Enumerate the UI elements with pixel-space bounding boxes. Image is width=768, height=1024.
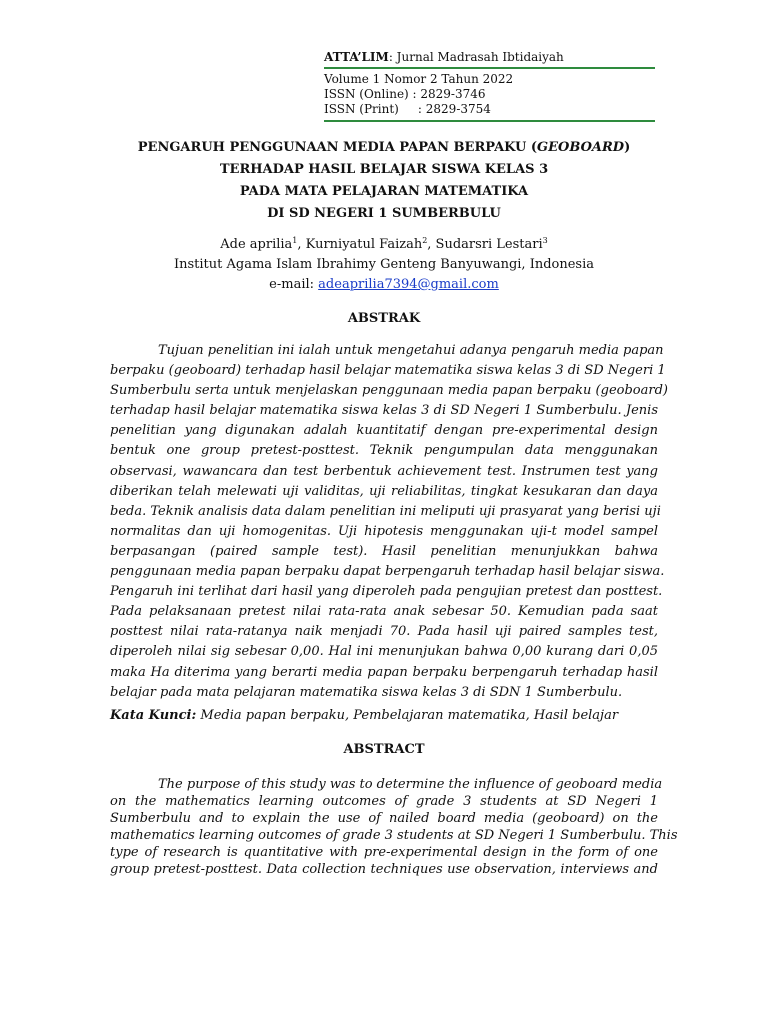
abstrak-line: bentuk one group pretest-posttest. Teknik pengumpulan data menggunakan bbox=[110, 443, 658, 459]
journal-title bbox=[324, 50, 655, 69]
journal-volume: Volume 1 Nomor 2 Tahun 2022 bbox=[324, 72, 514, 86]
abstrak-line: Tujuan penelitian ini ialah untuk mengetahui adanya pengaruh media papan bbox=[158, 343, 664, 358]
journal-name: ATTA’LIM bbox=[324, 50, 389, 64]
abstract-line: The purpose of this study was to determine the influence of geoboard media bbox=[158, 777, 663, 792]
author-block bbox=[0, 235, 768, 295]
title-line-1 bbox=[0, 137, 768, 159]
issn-print: ISSN (Print) : 2829-3754 bbox=[324, 102, 491, 116]
abstract-line: mathematics learning outcomes of grade 3 students at SD Negeri 1 Sumberbulu. This bbox=[110, 828, 678, 844]
title-line-2: TERHADAP HASIL BELAJAR SISWA KELAS 3 bbox=[219, 162, 549, 177]
email-line bbox=[0, 275, 768, 295]
journal-meta bbox=[324, 69, 655, 122]
abstract-heading: ABSTRACT bbox=[343, 742, 425, 757]
abstract-line: Sumberbulu and to explain the use of nailed board media (geoboard) on the bbox=[110, 811, 658, 827]
journal-header bbox=[324, 50, 655, 122]
keywords-label: Kata Kunci: bbox=[110, 708, 197, 723]
author-2: , Kurniyatul Faizah bbox=[297, 237, 423, 252]
title-line-1-post: ) bbox=[624, 140, 631, 155]
abstrak-line: belajar pada mata pelajaran matematika siswa kelas 3 di SDN 1 Sumberbulu. bbox=[110, 684, 623, 700]
title-line-1-italic: GEOBOARD bbox=[537, 140, 625, 155]
author-names bbox=[0, 235, 768, 255]
abstrak-line: observasi, wawancara dan test berbentuk achievement test. Instrumen test yang bbox=[110, 463, 658, 479]
abstrak-line: penggunaan media papan berpaku dapat berpengaruh terhadap hasil belajar siswa. bbox=[110, 564, 665, 580]
abstract-line: type of research is quantitative with pre-experimental design in the form of one bbox=[110, 845, 658, 861]
abstrak-line: Pada pelaksanaan pretest nilai rata-rata anak sebesar 50. Kemudian pada saat bbox=[110, 604, 658, 620]
abstrak-line: penelitian yang digunakan adalah kuantitatif dengan pre-experimental design bbox=[110, 423, 658, 439]
title-line-3: PADA MATA PELAJARAN MATEMATIKA bbox=[239, 184, 529, 199]
abstrak-line: maka Ha diterima yang berarti media papan berpaku berpengaruh terhadap hasil bbox=[110, 664, 658, 680]
abstrak-line: diberikan telah melewati uji validitas, uji reliabilitas, tingkat kesukaran dan daya bbox=[110, 483, 658, 499]
abstract-line: group pretest-posttest. Data collection techniques use observation, interviews and bbox=[110, 862, 658, 878]
abstrak-line: terhadap hasil belajar matematika siswa kelas 3 di SD Negeri 1 Sumberbulu. Jenis bbox=[110, 403, 658, 419]
abstrak-body bbox=[110, 341, 668, 703]
keywords bbox=[110, 708, 658, 723]
title-line-4: DI SD NEGERI 1 SUMBERBULU bbox=[267, 206, 501, 221]
abstrak-line: diperoleh nilai sig sebesar 0,00. Hal ini menunjukan bahwa 0,00 kurang dari 0,05 bbox=[110, 644, 658, 660]
author-3: , Sudarsri Lestari bbox=[427, 237, 543, 252]
email-link[interactable]: adeaprilia7394@gmail.com bbox=[318, 277, 499, 292]
abstract-line: on the mathematics learning outcomes of grade 3 students at SD Negeri 1 bbox=[110, 794, 658, 810]
title-line-1-pre: PENGARUH PENGGUNAAN MEDIA PAPAN BERPAKU ( bbox=[137, 140, 538, 155]
author-1: Ade aprilia bbox=[220, 237, 293, 252]
abstrak-heading: ABSTRAK bbox=[347, 311, 421, 326]
abstrak-line: Pengaruh ini terlihat dari hasil yang diperoleh pada pengujian pretest dan posttest. bbox=[110, 584, 663, 600]
abstrak-line: Sumberbulu serta untuk menjelaskan penggunaan media papan berpaku (geoboard) bbox=[110, 383, 668, 399]
paper-title bbox=[0, 137, 768, 225]
journal-subtitle: : Jurnal Madrasah Ibtidaiyah bbox=[388, 50, 564, 64]
institution: Institut Agama Islam Ibrahimy Genteng Banyuwangi, Indonesia bbox=[174, 257, 594, 272]
email-label: e-mail: bbox=[269, 277, 319, 292]
abstrak-line: berpasangan (paired sample test). Hasil penelitian menunjukkan bahwa bbox=[110, 543, 658, 559]
keywords-text: Media papan berpaku, Pembelajaran matematika, Hasil belajar bbox=[196, 708, 619, 723]
issn-online: ISSN (Online) : 2829-3746 bbox=[324, 87, 486, 101]
abstrak-line: beda. Teknik analisis data dalam penelitian ini meliputi uji prasyarat yang berisi uji bbox=[110, 503, 661, 519]
abstract-body bbox=[110, 776, 678, 879]
author-2-affil: 2 bbox=[422, 236, 428, 245]
abstrak-line: berpaku (geoboard) terhadap hasil belajar matematika siswa kelas 3 di SD Negeri 1 bbox=[110, 363, 666, 379]
abstrak-line: normalitas dan uji homogenitas. Uji hipotesis menggunakan uji-t model sampel bbox=[110, 523, 658, 539]
abstrak-line: posttest nilai rata-ratanya naik menjadi 70. Pada hasil uji paired samples test, bbox=[110, 624, 658, 640]
author-3-affil: 3 bbox=[542, 236, 548, 245]
author-1-affil: 1 bbox=[292, 236, 298, 245]
